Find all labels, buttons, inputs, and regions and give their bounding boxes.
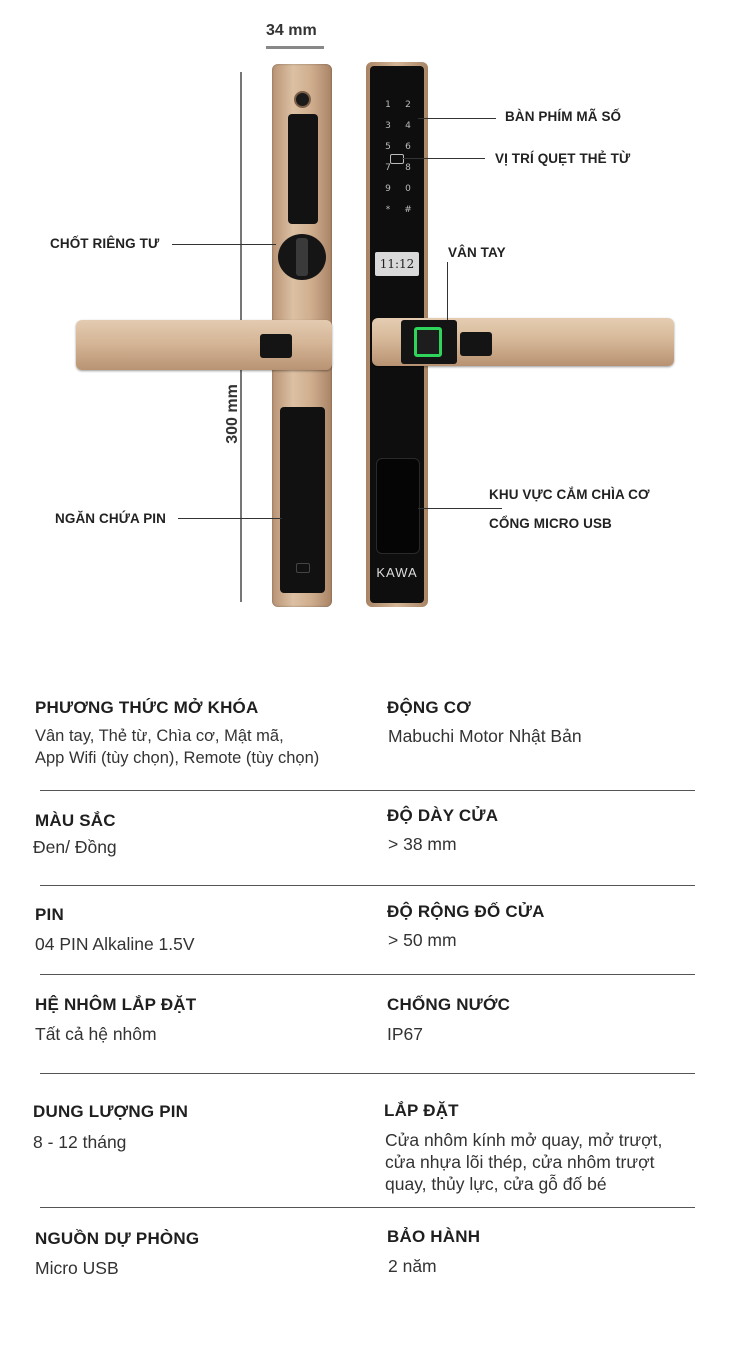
callout-battery: NGĂN CHỨA PIN [55,511,167,526]
product-diagram [0,0,750,640]
spec-label-waterproof: CHỐNG NƯỚC [387,995,511,1014]
spec-divider [40,790,695,791]
spec-label-battery: PIN [35,905,64,924]
callout-fingerprint: VÂN TAY [448,245,506,260]
spec-value-battery: 04 PIN Alkaline 1.5V [35,934,195,954]
spec-label-door-thickness: ĐỘ DÀY CỬA [387,806,499,825]
keypad-key: 7 [385,163,391,173]
keypad-key: # [404,205,412,215]
inner-handle [76,320,332,370]
spec-label-color: MÀU SẮC [35,811,116,830]
keypad-key: * [385,205,391,215]
width-dimension-label: 34 mm [266,22,317,39]
clock-display [375,252,419,276]
callout-card-reader: VỊ TRÍ QUẸT THẺ TỪ [495,151,631,166]
spec-value-installation-line2: cửa nhựa lõi thép, cửa nhôm trượt [385,1152,655,1172]
keypad-key: 8 [405,163,411,173]
spec-value-door-thickness: > 38 mm [388,834,457,854]
inner-handle-button [260,334,292,358]
keypad-key: 2 [405,100,411,110]
spec-divider [40,1073,695,1074]
callout-fingerprint-line [447,262,448,320]
spec-value-color: Đen/ Đồng [33,837,117,857]
privacy-knob-grip [296,238,308,276]
callout-keypad-line [418,118,496,119]
width-dimension-line [266,46,324,49]
spec-value-battery-life: 8 - 12 tháng [33,1132,127,1152]
key-slot-cover [376,458,420,554]
keypad-key: 1 [385,100,391,110]
keypad-key: 3 [385,121,391,131]
callout-battery-line [178,518,282,519]
spec-value-warranty: 2 năm [388,1256,437,1276]
inner-upper-panel [288,114,318,224]
spec-divider [40,885,695,886]
spec-value-backup-power: Micro USB [35,1258,119,1278]
spec-label-battery-life: DUNG LƯỢNG PIN [33,1102,189,1121]
callout-key-slot-line [418,508,502,509]
callout-usb-port: CỔNG MICRO USB [489,516,612,531]
keypad-key: 6 [405,142,411,152]
spec-value-waterproof: IP67 [387,1024,423,1044]
inner-keyhole-icon [294,91,311,108]
spec-label-warranty: BẢO HÀNH [387,1227,481,1246]
spec-label-motor: ĐỘNG CƠ [387,698,471,717]
spec-divider [40,974,695,975]
spec-label-unlock-methods: PHƯƠNG THỨC MỞ KHÓA [35,698,259,717]
callout-card-reader-line [402,158,485,159]
clock-display-text: 11:12 [379,257,415,271]
spec-label-backup-power: NGUỒN DỰ PHÒNG [35,1229,200,1248]
spec-value-frame-width: > 50 mm [388,930,457,950]
card-reader-icon [390,154,404,164]
spec-label-aluminium-system: HỆ NHÔM LẮP ĐẶT [35,995,197,1014]
spec-value-installation-line1: Cửa nhôm kính mở quay, mở trượt, [385,1130,663,1150]
fingerprint-icon [414,327,442,357]
callout-key-slot: KHU VỰC CẮM CHÌA CƠ [489,487,650,502]
spec-value-installation-line3: quay, thủy lực, cửa gỗ đố bé [385,1174,607,1194]
spec-divider [40,1207,695,1208]
spec-value-motor: Mabuchi Motor Nhật Bản [388,726,582,746]
spec-value-unlock-methods-line1: Vân tay, Thẻ từ, Chìa cơ, Mật mã, [35,727,284,745]
keypad-key: 5 [385,142,391,152]
callout-privacy-latch: CHỐT RIÊNG TƯ [50,236,160,251]
keypad-key: 0 [405,184,411,194]
spec-value-unlock-methods-line2: App Wifi (tùy chọn), Remote (tùy chọn) [35,749,320,767]
keypad-key: 9 [385,184,391,194]
callout-keypad: BÀN PHÍM MÃ SỐ [505,109,622,124]
battery-compartment-mark [296,563,310,573]
height-dimension-label: 300 mm [224,384,241,444]
spec-label-installation: LẮP ĐẶT [384,1101,459,1120]
brand-logo: KAWA [376,565,418,580]
callout-privacy-latch-line [172,244,276,245]
outer-handle-button [460,332,492,356]
spec-label-frame-width: ĐỘ RỘNG ĐỐ CỬA [387,902,545,921]
keypad-key: 4 [405,121,411,131]
spec-value-aluminium-system: Tất cả hệ nhôm [35,1024,157,1044]
